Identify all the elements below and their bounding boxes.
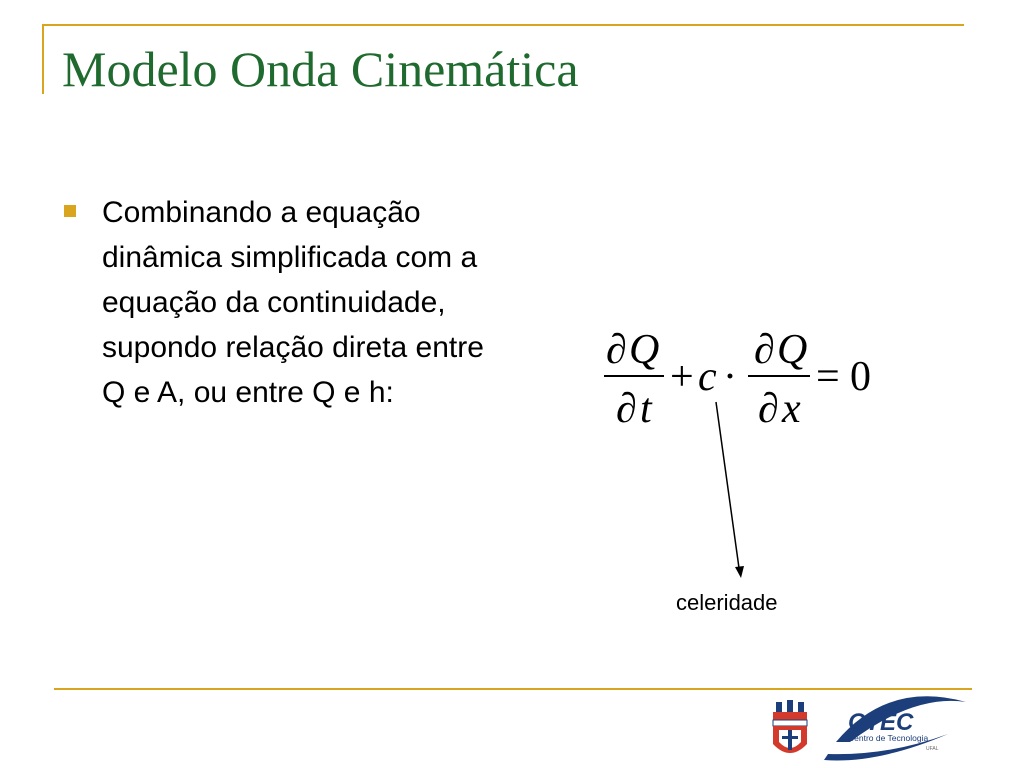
- arrow-head-icon: [735, 566, 744, 578]
- bullet-square-icon: [64, 205, 76, 217]
- frame-bottom-line: [54, 688, 972, 690]
- numerator-2-Q: Q: [777, 327, 808, 373]
- ctec-subtitle: Centro de Tecnologia: [848, 733, 929, 743]
- numerator-1-partial: ∂: [606, 327, 627, 373]
- zero: 0: [850, 354, 871, 400]
- frame-left-line: [42, 24, 44, 94]
- numerator-2-partial: ∂: [754, 327, 775, 373]
- ufal-crest-logo: [770, 700, 810, 764]
- denominator-1-t: t: [640, 386, 652, 430]
- frame-top-line: [42, 24, 964, 26]
- denominator-2-x: x: [782, 386, 801, 430]
- celerity-c: c: [698, 354, 717, 400]
- plus-sign: +: [670, 354, 694, 400]
- ctec-logo: [818, 694, 968, 762]
- annotation-arrow: [700, 396, 760, 586]
- slide-title: Modelo Onda Cinemática: [62, 41, 579, 97]
- numerator-1-Q: Q: [629, 327, 660, 373]
- multiplication-dot: ·: [723, 354, 737, 400]
- denominator-2-partial: ∂: [758, 386, 779, 430]
- equals-sign: =: [816, 354, 840, 400]
- celeridade-label: celeridade: [676, 590, 778, 615]
- denominator-1-partial: ∂: [616, 386, 637, 430]
- ctec-name: CTEC: [848, 709, 914, 736]
- bullet-text: Combinando a equação dinâmica simplificada com a equação da continuidade, supondo relação direta entre Q e A, ou entre Q e h:: [102, 196, 484, 409]
- ctec-org: UFAL: [926, 746, 939, 752]
